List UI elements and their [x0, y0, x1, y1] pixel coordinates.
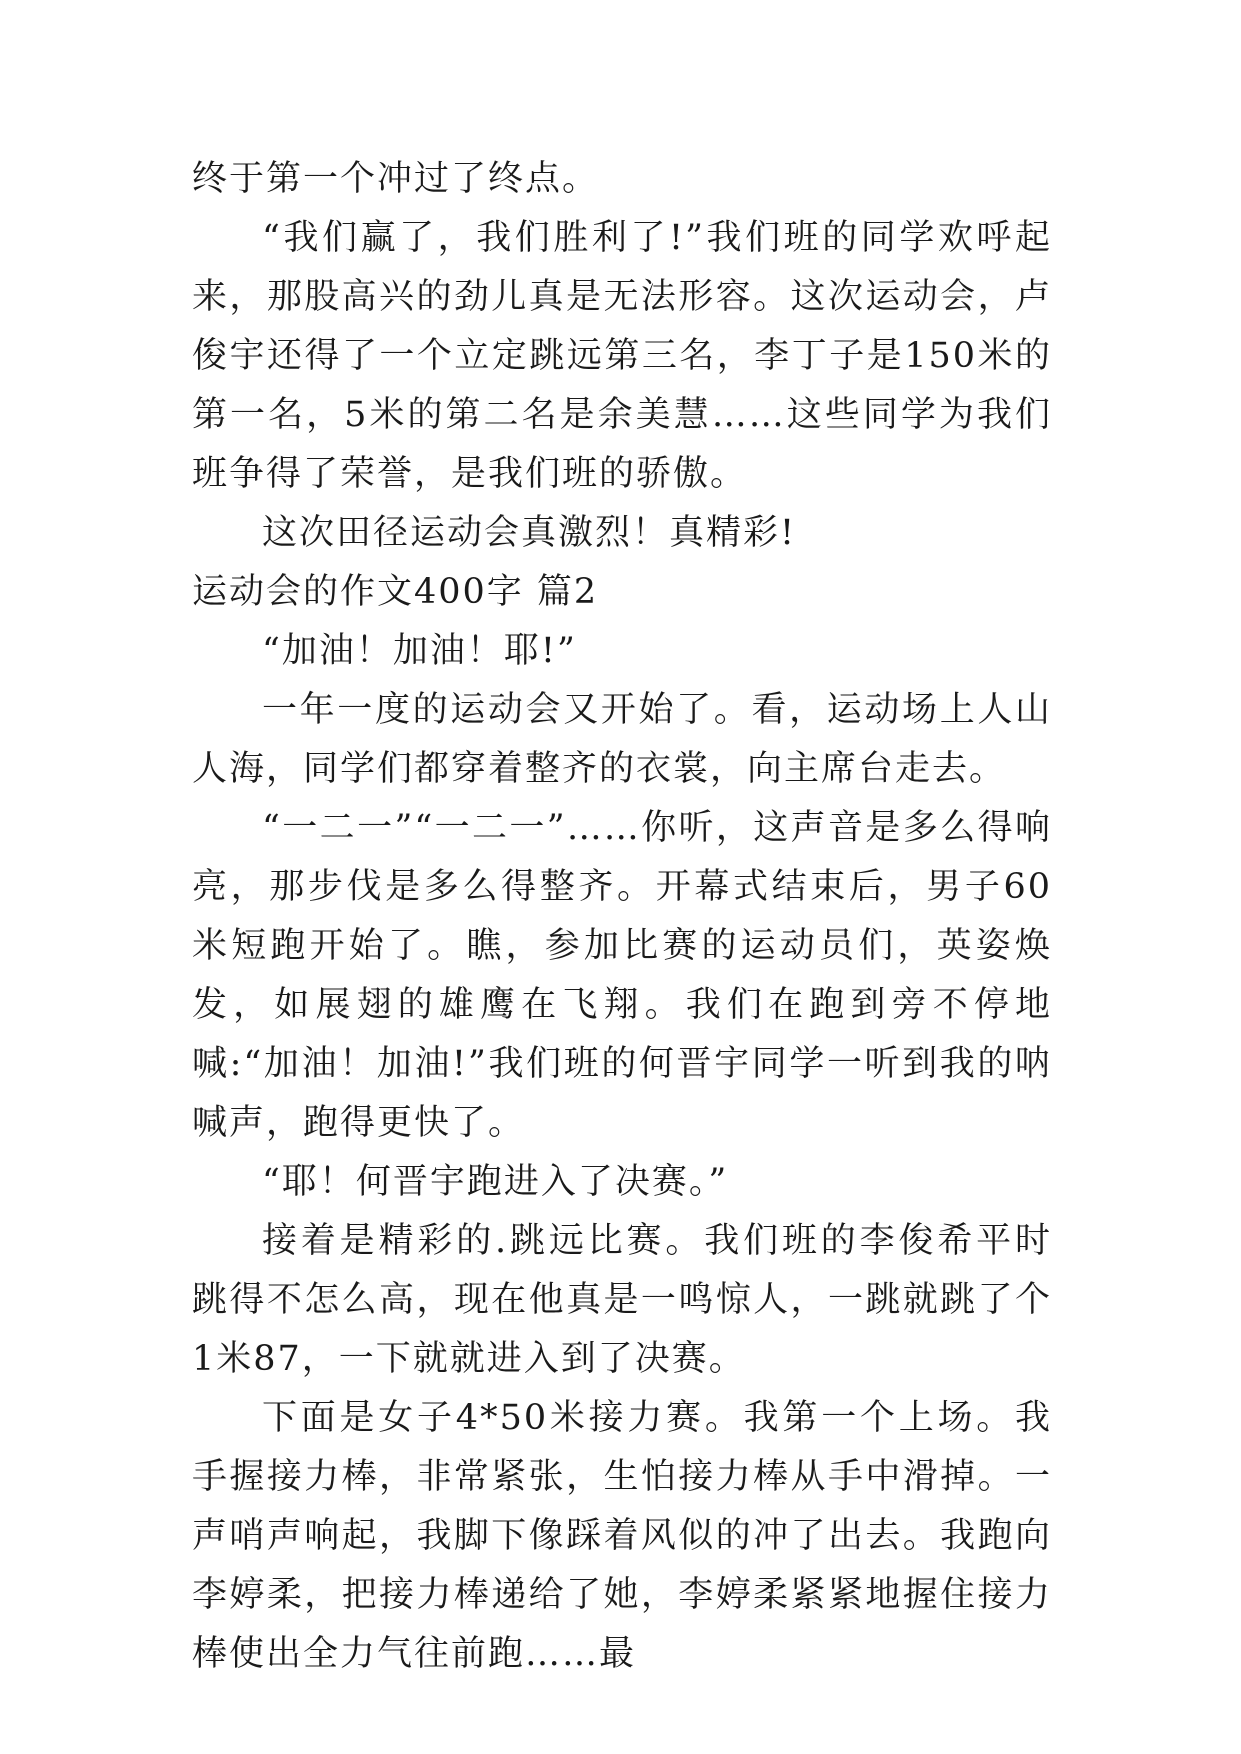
paragraph-6: “一二一”“一二一”……你听，这声音是多么得响亮，那步伐是多么得整齐。开幕式结束后，男子60米短跑开始了。瞧，参加比赛的运动员们，英姿焕发，如展翅的雄鹰在飞翔。我们在跑到旁不停地喊:“加油！加油!”我们班的何晋宇同学一听到我的呐喊声，跑得更快了。: [192, 808, 1052, 1143]
paragraph-4: “加油！加油！耶!”: [262, 631, 577, 671]
paragraph-7: “耶！何晋宇跑进入了决赛。”: [262, 1162, 729, 1202]
paragraph-9: 下面是女子4*50米接力赛。我第一个上场。我手握接力棒，非常紧张，生怕接力棒从手中滑掉。一声哨声响起，我脚下像踩着风似的冲了出去。我跑向李婷柔，把接力棒递给了她，李婷柔紧紧地握住接力棒使出全力气往前跑……最: [192, 1398, 1052, 1674]
document-body: [192, 150, 1052, 1684]
paragraph-3: 这次田径运动会真激烈！真精彩!: [262, 513, 797, 553]
paragraph-8: 接着是精彩的.跳远比赛。我们班的李俊希平时跳得不怎么高，现在他真是一鸣惊人，一跳就跳了个1米87，一下就就进入到了决赛。: [192, 1221, 1052, 1379]
section-heading: 运动会的作文400字 篇2: [192, 572, 599, 612]
paragraph-5: 一年一度的运动会又开始了。看，运动场上人山人海，同学们都穿着整齐的衣裳，向主席台走去。: [192, 690, 1052, 789]
paragraph-1: 终于第一个冲过了终点。: [192, 159, 600, 199]
paragraph-2: “我们赢了，我们胜利了!”我们班的同学欢呼起来，那股高兴的劲儿真是无法形容。这次运动会，卢俊宇还得了一个立定跳远第三名，李丁子是150米的第一名，5米的第二名是余美慧……这些同学为我们班争得了荣誉，是我们班的骄傲。: [192, 218, 1052, 494]
